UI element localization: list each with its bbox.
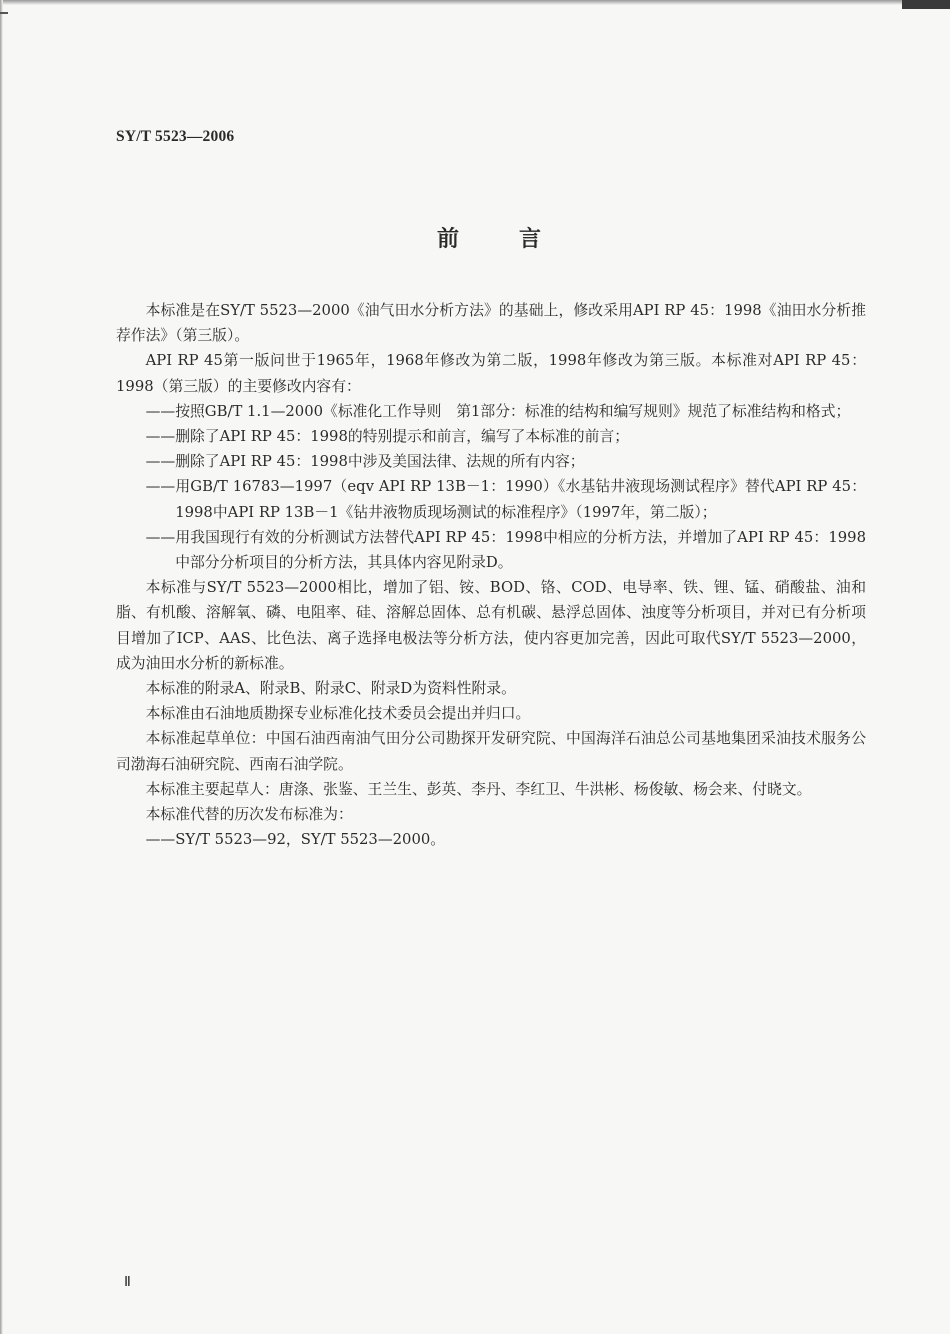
paragraph-appendix: 本标准的附录A、附录B、附录C、附录D为资料性附录。 bbox=[145, 680, 516, 698]
list-item-replace-methods: ——用我国现行有效的分析测试方法替代API RP 45：1998中相应的分析方法，并增加了API RP 45：1998中部分分析项目的分析方法，其具体内容见附录D。 bbox=[145, 528, 866, 572]
scan-top-edge bbox=[0, 0, 950, 5]
foreword-body bbox=[116, 298, 866, 852]
paragraph-comparison: 本标准与SY/T 5523—2000相比，增加了铝、铵、BOD、铬、COD、电导率、铁、锂、锰、硝酸盐、油和脂、有机酸、溶解氧、磷、电阻率、硅、溶解总固体、总有机碳、悬浮总固体、浊度等分析项目，并对已有分析项目增加了ICP、AAS、比色法、离子选择电极法等分析方法，使内容更加完善，因此可取代SY/T 5523—2000，成为油田水分析的新标准。 bbox=[116, 579, 866, 672]
list-item-replace-standard: ——用GB/T 16783—1997（eqv API RP 13B－1：1990）《水基钻井液现场测试程序》替代API RP 45：1998中API RP 13B－1《钻井液物质现场测试的标准程序》（1997年，第二版）； bbox=[145, 478, 866, 521]
paragraph-basis: 本标准是在SY/T 5523—2000《油气田水分析方法》的基础上，修改采用API RP 45：1998《油田水分析推荐作法》（第三版）。 bbox=[116, 302, 866, 345]
scan-left-mark bbox=[0, 12, 8, 14]
paragraph-drafters: 本标准主要起草人：唐涤、张鉴、王兰生、彭英、李丹、李红卫、牛洪彬、杨俊敏、杨会来、付晓文。 bbox=[145, 780, 812, 798]
list-item-remove-preface: ——删除了API RP 45：1998的特别提示和前言，编写了本标准的前言； bbox=[145, 428, 629, 446]
paragraph-drafting-units: 本标准起草单位：中国石油西南油气田分公司勘探开发研究院、中国海洋石油总公司基地集团采油技术服务公司渤海石油研究院、西南石油学院。 bbox=[116, 730, 866, 773]
list-item-previous-editions: ——SY/T 5523—92，SY/T 5523—2000。 bbox=[145, 831, 446, 849]
page-title: 前言 bbox=[437, 227, 602, 252]
paragraph-history: API RP 45第一版问世于1965年，1968年修改为第二版，1998年修改为第三版。本标准对API RP 45：1998（第三版）的主要修改内容有： bbox=[116, 352, 866, 395]
list-item-structure: ——按照GB/T 1.1—2000《标准化工作导则 第1部分：标准的结构和编写规则》规范了标准结构和格式； bbox=[145, 402, 851, 420]
paragraph-committee: 本标准由石油地质勘探专业标准化技术委员会提出并归口。 bbox=[145, 705, 531, 723]
page-number: Ⅱ bbox=[124, 1275, 131, 1290]
scan-corner-mark bbox=[902, 0, 950, 9]
list-item-remove-law: ——删除了API RP 45：1998中涉及美国法律、法规的所有内容； bbox=[145, 453, 585, 471]
scan-left-edge bbox=[0, 0, 3, 1334]
standard-code: SY/T 5523—2006 bbox=[116, 128, 235, 145]
paragraph-replaced-standards: 本标准代替的历次发布标准为： bbox=[145, 806, 353, 824]
